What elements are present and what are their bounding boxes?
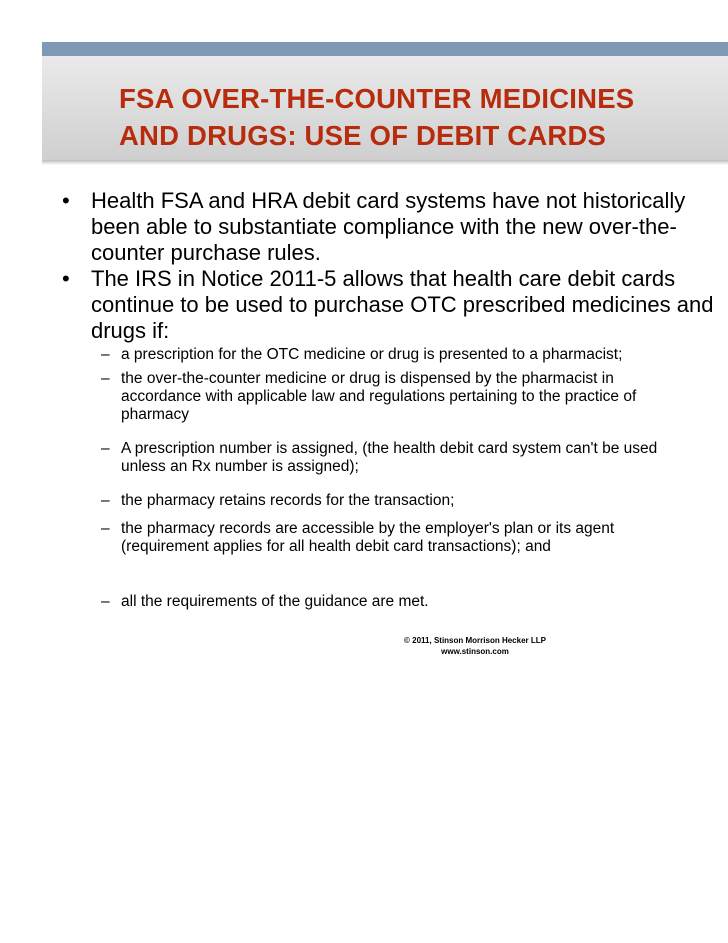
sub-bullet-6-line-1: all the requirements of the guidance are met.: [121, 593, 429, 610]
bullet-1-line-2: been able to substantiate compliance with the new over-the-: [91, 214, 677, 239]
dash-marker: –: [101, 593, 110, 610]
sub-bullet-5-line-1: the pharmacy records are accessible by the employer's plan or its agent: [121, 520, 615, 537]
dash-marker: –: [101, 492, 110, 509]
sub-bullet-1-text: [121, 346, 622, 364]
bullet-2-line-3: drugs if:: [91, 318, 170, 343]
dash-marker: –: [101, 346, 110, 363]
sub-bullet-1-line-1: a prescription for the OTC medicine or drug is presented to a pharmacist;: [121, 346, 623, 363]
slide-title-line-2: AND DRUGS: USE OF DEBIT CARDS: [119, 120, 607, 151]
sub-bullet-4-text: [121, 492, 454, 510]
dash-marker: –: [101, 370, 110, 387]
header-accent-band: [42, 42, 728, 56]
website-text: www.stinson.com: [441, 647, 509, 656]
sub-bullet-3-line-2: unless an Rx number is assigned);: [121, 458, 359, 475]
sub-bullet-3-text: [121, 440, 657, 476]
sub-bullet-5-text: [121, 520, 614, 556]
sub-bullet-2-line-3: pharmacy: [121, 406, 190, 423]
dash-marker: –: [101, 520, 110, 537]
bullet-2-line-2: continue to be used to purchase OTC prescribed medicines and: [91, 292, 714, 317]
copyright-footer: [375, 635, 575, 657]
slide-title-line-1: FSA OVER-THE-COUNTER MEDICINES: [119, 83, 635, 114]
sub-bullet-2-line-1: the over-the-counter medicine or drug is dispensed by the pharmacist in: [121, 370, 614, 387]
copyright-text: © 2011, Stinson Morrison Hecker LLP: [404, 636, 546, 645]
bullet-marker: •: [62, 266, 70, 291]
bullet-marker: •: [62, 188, 70, 213]
bullet-1-line-3: counter purchase rules.: [91, 240, 321, 265]
bullet-2-line-1: The IRS in Notice 2011-5 allows that health care debit cards: [91, 266, 676, 291]
bullet-2-text: [91, 266, 713, 344]
bullet-1-line-1: Health FSA and HRA debit card systems have not historically: [91, 188, 686, 213]
title-band-shadow: [42, 160, 728, 165]
sub-bullet-5-line-2: (requirement applies for all health debit card transactions); and: [121, 538, 551, 555]
bullet-1-text: [91, 188, 685, 266]
sub-bullet-2-text: [121, 370, 636, 424]
sub-bullet-4-line-1: the pharmacy retains records for the transaction;: [121, 492, 455, 509]
dash-marker: –: [101, 440, 110, 457]
sub-bullet-2-line-2: accordance with applicable law and regulations pertaining to the practice of: [121, 388, 637, 405]
sub-bullet-3-line-1: A prescription number is assigned, (the health debit card system can't be used: [121, 440, 658, 457]
sub-bullet-6-text: [121, 593, 429, 611]
slide-title: [119, 80, 728, 154]
